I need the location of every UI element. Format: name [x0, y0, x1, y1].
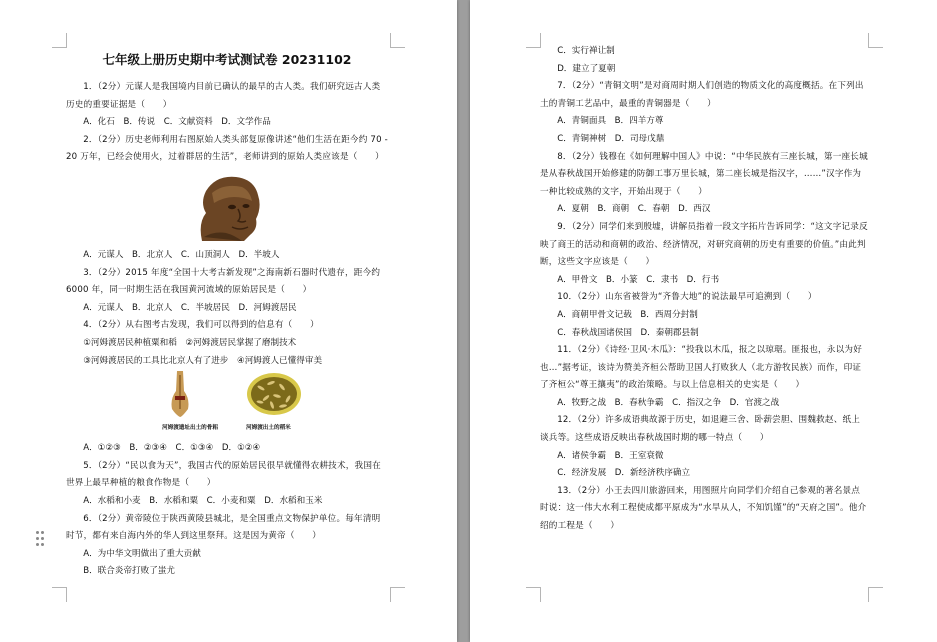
crop-mark	[52, 587, 67, 602]
crop-mark	[868, 587, 883, 602]
bone-spade-icon	[168, 371, 192, 417]
crop-mark	[390, 33, 405, 48]
head-bust-icon	[184, 173, 268, 241]
answer-options: A．甲骨文 B．小篆 C．隶书 D．行书	[557, 274, 720, 285]
answer-options: A．牧野之战 B．春秋争霸 C．指汉之争 D．官渡之战	[557, 397, 780, 408]
rice-grains-icon	[246, 372, 302, 416]
answer-options: ③河姆渡居民的工具比北京人有了进步 ④河姆渡人已懂得审美	[83, 355, 323, 366]
question-text: 2．（2分）历史老师利用右图原始人类头部复原像讲述“他们生活在距今约 70 - 20 万年，已经会使用火，过着群居的生活”，老师讲到的原始人类应该是（ ）	[66, 134, 388, 163]
question-text: 1．（2分）元谋人是我国境内目前已确认的最早的古人类。我们研究远古人类历史的重要证据是（ ）	[66, 82, 381, 110]
figure-caption: 河姆渡遗址出土的骨耜	[162, 425, 218, 432]
question-text: 13．（2分）小王去四川旅游回来，用图照片向同学们介绍自己参观的著名景点时说：这一伟大水利工程使成都平原成为“水旱从人，不知饥馑”的“天府之国”。他介绍的工程是（ ）	[540, 485, 867, 532]
question-text: 8．（2分）钱穆在《如何理解中国人》中说：“中华民族有三座长城，第一座长城是从春秋战国开始修建的防御工事万里长城，第二座长城是指汉字，……”汉字作为一种比较成熟的文字，开始出现于（ ）	[540, 151, 868, 197]
page-content-left	[66, 51, 388, 581]
exam-title: 七年级上册历史期中考试测试卷 20231102	[102, 52, 352, 67]
answer-options: D．建立了夏朝	[557, 63, 616, 74]
question-text: 12．（2分）许多成语典故源于历史，如退避三舍、卧薪尝胆、围魏救赵、纸上谈兵等。这些成语反映出春秋战国时期的哪一特点（ ）	[540, 415, 861, 444]
question-text: 5．（2分）“民以食为天”，我国古代的原始居民很早就懂得农耕技术，我国在世界上最早种植的粮食作物是（ ）	[66, 460, 381, 489]
answer-options: C．经济发展 D．新经济秩序确立	[557, 468, 691, 479]
answer-options: C．春秋战国诸侯国 D．秦朝郡县制	[557, 327, 699, 338]
crop-mark	[52, 33, 67, 48]
page-content-right	[540, 43, 868, 536]
crop-mark	[526, 587, 541, 602]
answer-options: A．夏朝 B．商朝 C．春朝 D．西汉	[557, 204, 711, 215]
answer-options: A．化石 B．传说 C．文献资料 D．文学作品	[83, 117, 271, 128]
answer-options: B．联合炎帝打败了蚩尤	[83, 566, 176, 577]
answer-options: A．元谋人 B．北京人 C．山顶洞人 D．半坡人	[83, 249, 280, 260]
crop-mark	[526, 33, 541, 48]
question-text: 11．（2分）《诗经·卫风·木瓜》：“投我以木瓜，报之以琼琚。匪报也，永以为好也…”据考证，该诗为赞美齐桓公帮助卫国人打败狄人（北方游牧民族）而作，印证了齐桓公“尊王攘夷”的政治策略。与以上信息相关的史实是（ ）	[540, 345, 863, 391]
question-text: 4．（2分）从右图考古发现，我们可以得到的信息有（ ）	[83, 320, 319, 331]
question-text: 7．（2分）“青铜文明”是对商周时期人们创造的物质文化的高度概括。在下列出土的青铜工艺品中，最重的青铜器是（ ）	[540, 81, 864, 109]
crop-mark	[868, 33, 883, 48]
drag-handle-icon[interactable]	[36, 531, 46, 547]
crop-mark	[390, 587, 405, 602]
archaeology-figures	[66, 370, 388, 440]
question-text: 6．（2分）黄帝陵位于陕西黄陵县城北，是全国重点文物保护单位。每年清明时节，都有来自海内外的华人到这里祭拜。这是因为黄帝（ ）	[66, 513, 381, 542]
document-page-right	[470, 0, 937, 642]
question-text: 3．（2分）2015 年度“全国十大考古新发现”之海南新石器时代遗存，距今约 6000 年，同一时期生活在我国黄河流域的原始居民是（ ）	[66, 267, 381, 296]
skull-reconstruction-figure	[66, 167, 388, 247]
answer-options: A．元谋人 B．北京人 C．半坡居民 D．河姆渡居民	[83, 302, 297, 313]
answer-options: C．实行禅让制	[557, 46, 615, 56]
question-text: 10．（2分）山东省被誉为“齐鲁大地”的说法最早可追溯到（ ）	[557, 292, 817, 303]
answer-options: A．商朝甲骨文记载 B．西周分封制	[557, 309, 698, 320]
answer-options: C．青铜神树 D．司母戊鼎	[557, 133, 665, 144]
answer-options: A．为中华文明做出了重大贡献	[83, 548, 201, 559]
question-text: 9．（2分）同学们来到殷墟，讲解员指着一段文字拓片告诉同学：“这文字记录反映了商王的活动和商朝的政治、经济情况，对研究商朝的历史有重要的价值。”由此判断，这些文字应该是（ ）	[540, 221, 868, 268]
answer-options: A．①②③ B．②③④ C．①③④ D．①②④	[83, 443, 261, 454]
answer-options: A．青铜面具 B．四羊方尊	[557, 116, 664, 127]
document-page-left	[0, 0, 457, 642]
answer-options: A．水稻和小麦 B．水稻和粟 C．小麦和粟 D．水稻和玉米	[83, 495, 323, 506]
answer-options: A．诸侯争霸 B．王室衰微	[557, 450, 664, 461]
answer-options: ①河姆渡居民种植粟和稻 ②河姆渡居民掌握了磨制技术	[83, 337, 297, 348]
figure-caption: 河姆渡出土的稻米	[246, 425, 291, 432]
